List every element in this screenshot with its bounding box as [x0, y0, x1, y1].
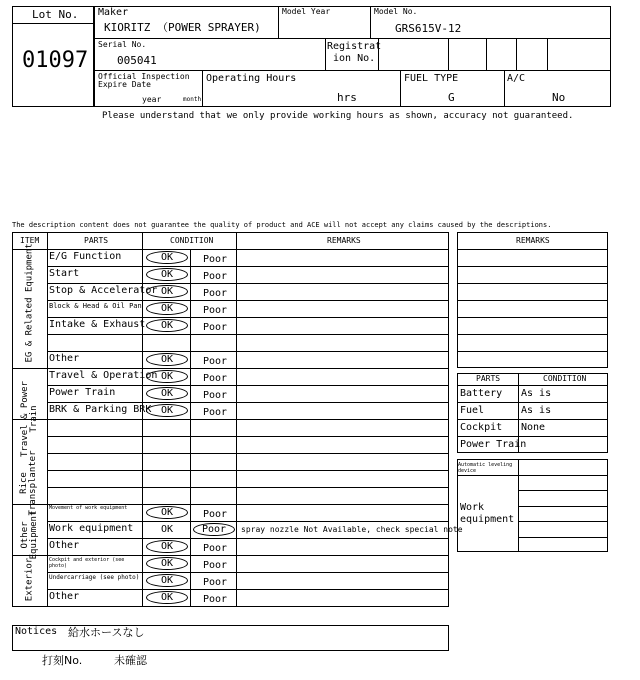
ok-mark: OK: [146, 285, 188, 298]
col-remarks-header: REMARKS: [327, 236, 361, 245]
row-part-label: Other: [49, 591, 80, 602]
row-part-label: Stop & Accelerator: [49, 285, 158, 296]
maker-label: Maker: [98, 7, 129, 18]
ok-mark: OK: [146, 370, 188, 383]
condition-header: CONDITION: [543, 374, 587, 383]
poor-mark: Poor: [203, 288, 228, 299]
group-other-equipment: Other Equipment: [20, 510, 39, 560]
row-part-label: Block & Head & Oil Pan: [49, 302, 142, 310]
col-parts-header: PARTS: [84, 236, 109, 245]
hours-unit: hrs: [337, 91, 357, 104]
row-part-label: Work equipment: [49, 523, 134, 534]
row-remark: spray nozzle Not Available, check special note: [241, 525, 463, 534]
ok-mark: OK: [146, 251, 188, 264]
stamp-value: 未確認: [114, 654, 147, 667]
power-train-label: Power Train: [460, 439, 527, 450]
ok-mark: OK: [146, 319, 188, 332]
description-disclaimer: The description content does not guarantee the quality of product and ACE will not accept any claims caused by the descriptions.: [12, 221, 552, 229]
group-travel-power-train: Travel & Power Train: [20, 381, 39, 457]
ac-label: A/C: [507, 73, 526, 84]
fuel-type-value: G: [448, 91, 455, 104]
ok-mark: OK: [146, 540, 188, 553]
work-equipment-label-1: Work: [460, 502, 485, 513]
col-item-header: ITEM: [20, 236, 40, 245]
poor-mark: Poor: [203, 305, 228, 316]
col-condition-header: CONDITION: [170, 236, 214, 245]
poor-mark: Poor: [203, 594, 228, 605]
year-label: year: [142, 95, 162, 104]
ac-value: No: [552, 91, 566, 104]
row-part-label: Undercarriage (see photo): [49, 574, 140, 581]
cockpit-condition: None: [521, 422, 546, 433]
fuel-type-label: FUEL TYPE: [404, 73, 459, 84]
poor-mark: Poor: [203, 356, 228, 367]
group-rice-transplanter: Rice Transplanter: [19, 450, 38, 516]
model-no-label: Model No.: [374, 7, 418, 16]
row-part-label: BRK & Parking BRK: [49, 404, 152, 415]
row-part-label: Intake & Exhaust: [49, 319, 146, 330]
leveling-label-1: Automatic leveling: [458, 462, 513, 468]
row-part-label: Other: [49, 540, 80, 551]
row-part-label: Other: [49, 353, 80, 364]
ok-mark: OK: [146, 302, 188, 315]
maker-value: KIORITZ （POWER SPRAYER): [104, 21, 261, 34]
month-label: month: [183, 96, 202, 103]
ok-mark: OK: [160, 524, 174, 535]
row-part-label: Travel & Operation: [49, 370, 158, 381]
battery-condition: As is: [521, 388, 552, 399]
poor-mark: Poor: [203, 322, 228, 333]
row-part-label: Power Train: [49, 387, 116, 398]
poor-mark: Poor: [203, 543, 228, 554]
ok-mark: OK: [146, 591, 188, 604]
work-equipment-label-2: equipment: [460, 514, 515, 525]
serial-label: Serial No.: [98, 40, 147, 49]
inspection-label-2: Expire Date: [98, 80, 151, 89]
inspection-label-1: Official Inspection: [98, 72, 190, 81]
serial-value: 005041: [117, 54, 157, 67]
lot-label: Lot No.: [32, 8, 79, 21]
poor-mark: Poor: [193, 523, 235, 536]
ok-mark: OK: [146, 506, 188, 519]
poor-mark: Poor: [203, 577, 228, 588]
fuel-label: Fuel: [460, 405, 485, 416]
cockpit-label: Cockpit: [460, 422, 503, 433]
poor-mark: Poor: [203, 390, 228, 401]
operating-hours-label: Operating Hours: [206, 73, 297, 84]
notices-label: Notices: [15, 626, 58, 637]
registration-label-1: Registrat: [327, 41, 382, 52]
model-no-value: GRS615V-12: [395, 22, 462, 35]
battery-label: Battery: [460, 388, 503, 399]
ok-mark: OK: [146, 574, 188, 587]
fuel-condition: As is: [521, 405, 552, 416]
poor-mark: Poor: [203, 373, 228, 384]
stamp-label: 打刻No.: [42, 654, 83, 667]
group-eg-related-equipment: EG & Related Equipment: [24, 243, 35, 363]
ok-mark: OK: [146, 353, 188, 366]
poor-mark: Poor: [203, 254, 228, 265]
ok-mark: OK: [146, 557, 188, 570]
hours-accuracy-note: Please understand that we only provide working hours as shown, accuracy not guaranteed.: [102, 111, 574, 121]
poor-mark: Poor: [203, 560, 228, 571]
row-part-label: E/G Function: [49, 251, 122, 262]
poor-mark: Poor: [203, 509, 228, 520]
leveling-label-2: device: [458, 468, 477, 474]
poor-mark: Poor: [203, 407, 228, 418]
row-part-label: Cockpit and exterior (see photo): [49, 557, 125, 569]
poor-mark: Poor: [203, 271, 228, 282]
row-part-label: Movement of work equipment: [49, 505, 128, 511]
registration-label-2: ion No.: [333, 53, 376, 64]
ok-mark: OK: [146, 268, 188, 281]
ok-mark: OK: [146, 387, 188, 400]
group-exterior: Exterior: [24, 557, 35, 602]
model-year-label: Model Year: [282, 7, 331, 16]
notices-value: 給水ホースなし: [68, 626, 145, 639]
ok-mark: OK: [146, 404, 188, 417]
row-part-label: Start: [49, 268, 80, 279]
right-remarks-header: REMARKS: [516, 236, 550, 245]
lot-number: 01097: [22, 48, 89, 73]
parts-header: PARTS: [476, 374, 501, 383]
